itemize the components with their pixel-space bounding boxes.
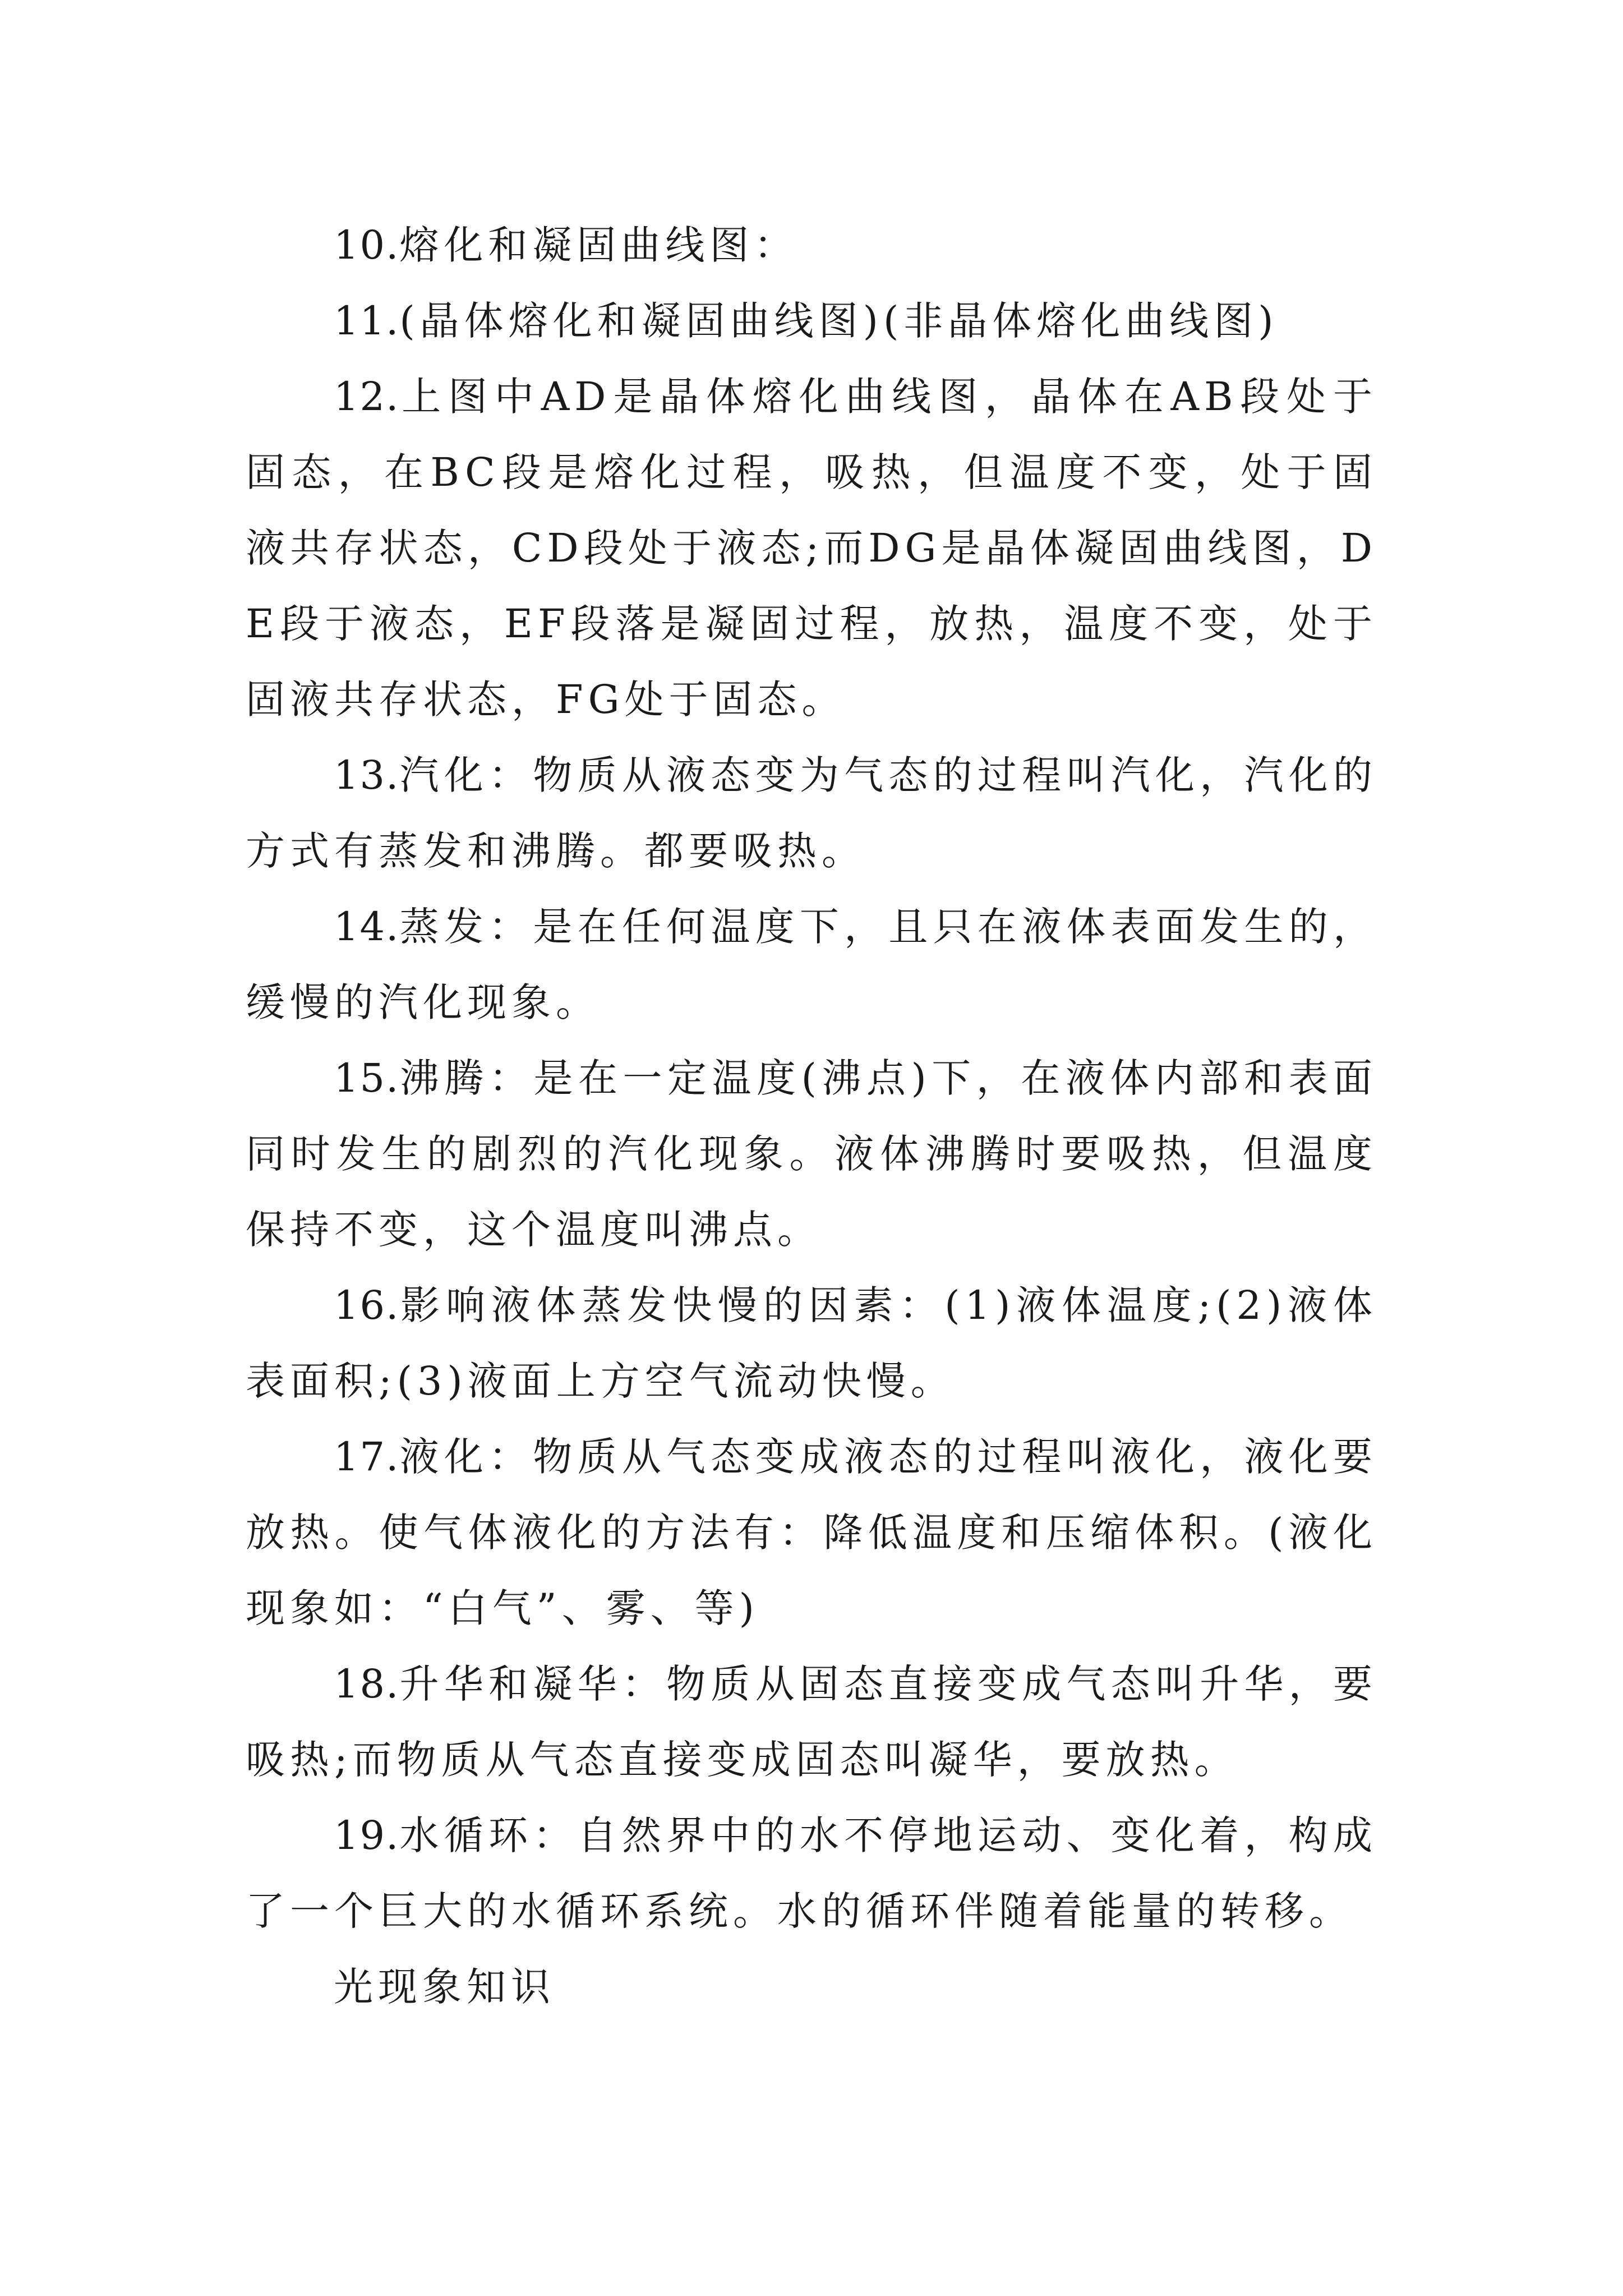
paragraph-text: 影响液体蒸发快慢的因素：(1)液体温度;(2)液体表面积;(3)液面上方空气流动快慢。 [246,1282,1377,1404]
paragraph-13 [246,738,1377,889]
paragraph-12 [246,359,1377,738]
paragraph-11 [246,283,1377,359]
paragraph-number: 17. [334,1434,400,1480]
paragraph-10 [246,208,1377,283]
document-body [246,208,1377,2025]
paragraph-number: 14. [334,904,400,950]
paragraph-number: 13. [334,752,400,798]
section-heading: 光现象知识 [334,1964,555,2010]
paragraph-15 [246,1041,1377,1268]
paragraph-text: 熔化和凝固曲线图： [399,222,799,268]
paragraph-18 [246,1646,1377,1798]
paragraph-number: 19. [334,1812,400,1858]
paragraph-text: 水循环：自然界中的水不停地运动、变化着，构成了一个巨大的水循环系统。水的循环伴随着能量的转移。 [246,1812,1377,1934]
paragraph-number: 16. [334,1282,400,1328]
paragraph-text: 蒸发：是在任何温度下，且只在液体表面发生的，缓慢的汽化现象。 [246,904,1377,1025]
paragraph-number: 18. [334,1661,400,1707]
paragraph-19 [246,1798,1377,1949]
paragraph-text: 汽化：物质从液态变为气态的过程叫汽化，汽化的方式有蒸发和沸腾。都要吸热。 [246,752,1377,874]
paragraph-number: 10. [334,222,400,268]
paragraph-text: 升华和凝华：物质从固态直接变成气态叫升华，要吸热;而物质从气态直接变成固态叫凝华，要放热。 [246,1661,1377,1783]
paragraph-text: 液化：物质从气态变成液态的过程叫液化，液化要放热。使气体液化的方法有：降低温度和压缩体积。(液化现象如：“白气”、雾、等) [246,1434,1377,1631]
paragraph-text: 沸腾：是在一定温度(沸点)下，在液体内部和表面同时发生的剧烈的汽化现象。液体沸腾时要吸热，但温度保持不变，这个温度叫沸点。 [246,1055,1377,1253]
paragraph-17 [246,1419,1377,1646]
paragraph-text: (晶体熔化和凝固曲线图)(非晶体熔化曲线图) [399,298,1279,344]
paragraph-number: 11. [334,298,400,344]
paragraph-16 [246,1268,1377,1419]
paragraph-number: 12. [334,374,400,420]
paragraph-number: 15. [334,1055,400,1101]
paragraph-text: 上图中AD是晶体熔化曲线图，晶体在AB段处于固态，在BC段是熔化过程，吸热，但温度不变，处于固液共存状态，CD段处于液态;而DG是晶体凝固曲线图，DE段于液态，EF段落是凝固过程，放热，温度不变，处于固液共存状态，FG处于固态。 [246,374,1377,723]
paragraph-14 [246,889,1377,1041]
